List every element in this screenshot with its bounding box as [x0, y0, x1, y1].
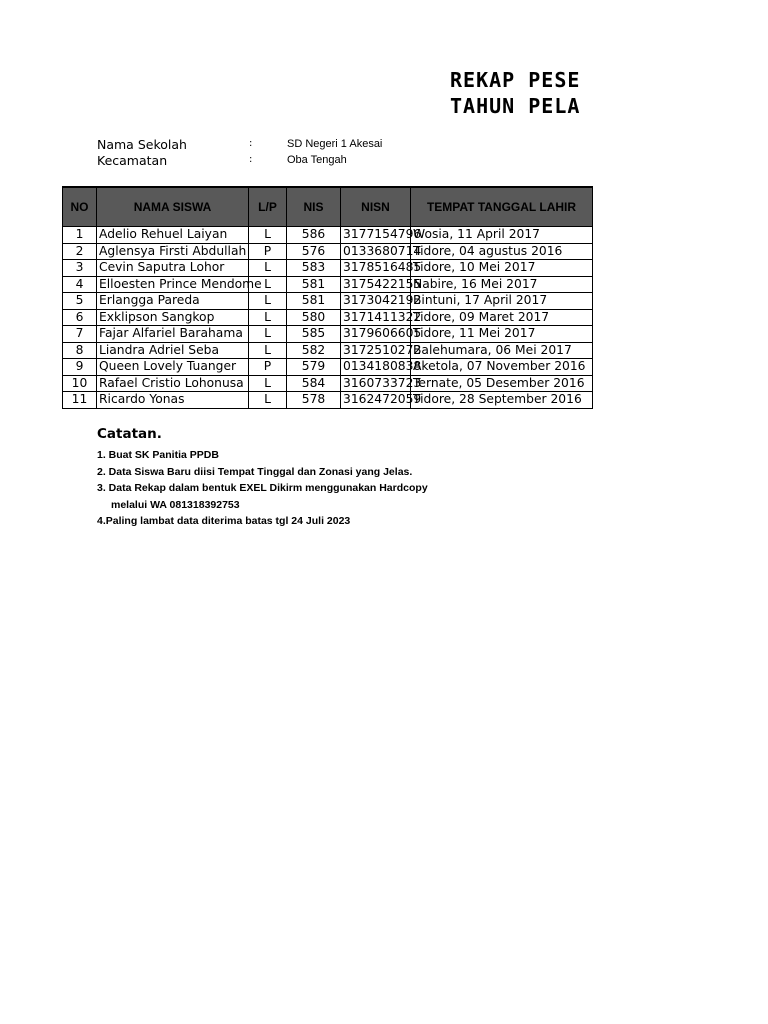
cell-lp: L: [249, 326, 287, 343]
cell-nis: 576: [287, 243, 341, 260]
cell-nama-siswa: Cevin Saputra Lohor: [97, 260, 249, 277]
cell-lp: P: [249, 359, 287, 376]
school-label: Nama Sekolah: [97, 137, 187, 152]
cell-no: 5: [63, 293, 97, 310]
header-nama-siswa: NAMA SISWA: [97, 187, 249, 227]
cell-nisn: 0134180838: [341, 359, 411, 376]
cell-tempat-tanggal-lahir: Wosia, 11 April 2017: [411, 227, 593, 244]
cell-lp: L: [249, 309, 287, 326]
cell-tempat-tanggal-lahir: Tidore, 09 Maret 2017: [411, 309, 593, 326]
cell-lp: L: [249, 260, 287, 277]
cell-nis: 585: [287, 326, 341, 343]
cell-no: 11: [63, 392, 97, 409]
cell-nama-siswa: Ricardo Yonas: [97, 392, 249, 409]
cell-nisn: 3177154796: [341, 227, 411, 244]
cell-nis: 583: [287, 260, 341, 277]
cell-nisn: 3160733723: [341, 375, 411, 392]
cell-no: 9: [63, 359, 97, 376]
table-row: [63, 276, 593, 293]
school-colon: :: [249, 138, 253, 149]
document-title-line-1: REKAP PESE: [450, 68, 581, 92]
table-row: [63, 293, 593, 310]
cell-no: 6: [63, 309, 97, 326]
cell-nis: 584: [287, 375, 341, 392]
header-no: NO: [63, 187, 97, 227]
cell-nisn: 3179606605: [341, 326, 411, 343]
student-table: [62, 186, 593, 409]
cell-nisn: 3162472059: [341, 392, 411, 409]
cell-tempat-tanggal-lahir: Balehumara, 06 Mei 2017: [411, 342, 593, 359]
district-label: Kecamatan: [97, 153, 168, 168]
cell-no: 4: [63, 276, 97, 293]
cell-lp: L: [249, 392, 287, 409]
cell-no: 8: [63, 342, 97, 359]
cell-no: 10: [63, 375, 97, 392]
cell-nis: 578: [287, 392, 341, 409]
cell-lp: L: [249, 375, 287, 392]
school-value: SD Negeri 1 Akesai: [287, 138, 383, 150]
cell-nis: 581: [287, 293, 341, 310]
header-tempat-tanggal-lahir: TEMPAT TANGGAL LAHIR: [411, 187, 593, 227]
cell-lp: L: [249, 293, 287, 310]
cell-tempat-tanggal-lahir: Nabire, 16 Mei 2017: [411, 276, 593, 293]
cell-lp: P: [249, 243, 287, 260]
table-row: [63, 243, 593, 260]
cell-nisn: 3178516485: [341, 260, 411, 277]
table-row: [63, 359, 593, 376]
cell-tempat-tanggal-lahir: Aketola, 07 November 2016: [411, 359, 593, 376]
table-row: [63, 375, 593, 392]
cell-nisn: 0133680714: [341, 243, 411, 260]
header-nisn: NISN: [341, 187, 411, 227]
cell-tempat-tanggal-lahir: Ternate, 05 Desember 2016: [411, 375, 593, 392]
cell-nama-siswa: Exklipson Sangkop: [97, 309, 249, 326]
school-info-row: [97, 137, 383, 152]
header-nis: NIS: [287, 187, 341, 227]
cell-no: 7: [63, 326, 97, 343]
cell-nisn: 3172510272: [341, 342, 411, 359]
header-lp: L/P: [249, 187, 287, 227]
cell-nama-siswa: Rafael Cristio Lohonusa: [97, 375, 249, 392]
cell-tempat-tanggal-lahir: Tidore, 10 Mei 2017: [411, 260, 593, 277]
cell-tempat-tanggal-lahir: Tidore, 28 September 2016: [411, 392, 593, 409]
cell-no: 3: [63, 260, 97, 277]
cell-nama-siswa: Elloesten Prince Mendome: [97, 276, 249, 293]
cell-nis: 580: [287, 309, 341, 326]
cell-nis: 581: [287, 276, 341, 293]
cell-nama-siswa: Liandra Adriel Seba: [97, 342, 249, 359]
district-value: Oba Tengah: [287, 154, 347, 166]
district-colon: :: [249, 154, 253, 165]
table-row: [63, 227, 593, 244]
cell-no: 2: [63, 243, 97, 260]
cell-nisn: 3171411322: [341, 309, 411, 326]
cell-lp: L: [249, 227, 287, 244]
cell-lp: L: [249, 342, 287, 359]
note-item: 1. Buat SK Panitia PPDB: [97, 449, 219, 461]
cell-nama-siswa: Fajar Alfariel Barahama: [97, 326, 249, 343]
cell-nama-siswa: Queen Lovely Tuanger: [97, 359, 249, 376]
cell-tempat-tanggal-lahir: Tidore, 04 agustus 2016: [411, 243, 593, 260]
document-title-line-2: TAHUN PELA: [450, 94, 581, 118]
table-row: [63, 342, 593, 359]
cell-nisn: 3175422155: [341, 276, 411, 293]
table-header-row: [63, 187, 593, 227]
cell-nis: 586: [287, 227, 341, 244]
cell-lp: L: [249, 276, 287, 293]
cell-nama-siswa: Adelio Rehuel Laiyan: [97, 227, 249, 244]
cell-tempat-tanggal-lahir: Bintuni, 17 April 2017: [411, 293, 593, 310]
note-item: 2. Data Siswa Baru diisi Tempat Tinggal dan Zonasi yang Jelas.: [97, 465, 413, 478]
cell-nama-siswa: Aglensya Firsti Abdullah: [97, 243, 249, 260]
table-row: [63, 326, 593, 343]
cell-nis: 582: [287, 342, 341, 359]
note-item: melalui WA 081318392753: [111, 498, 240, 511]
cell-nama-siswa: Erlangga Pareda: [97, 293, 249, 310]
cell-nis: 579: [287, 359, 341, 376]
cell-nisn: 3173042192: [341, 293, 411, 310]
table-row: [63, 260, 593, 277]
district-info-row: [97, 153, 347, 168]
table-row: [63, 392, 593, 409]
table-row: [63, 309, 593, 326]
note-item: 3. Data Rekap dalam bentuk EXEL Dikirm menggunakan Hardcopy: [97, 482, 428, 494]
cell-tempat-tanggal-lahir: Tidore, 11 Mei 2017: [411, 326, 593, 343]
notes-section: [97, 426, 428, 530]
cell-no: 1: [63, 227, 97, 244]
note-item: 4.Paling lambat data diterima batas tgl 24 Juli 2023: [97, 515, 351, 527]
notes-heading: Catatan.: [97, 426, 162, 442]
